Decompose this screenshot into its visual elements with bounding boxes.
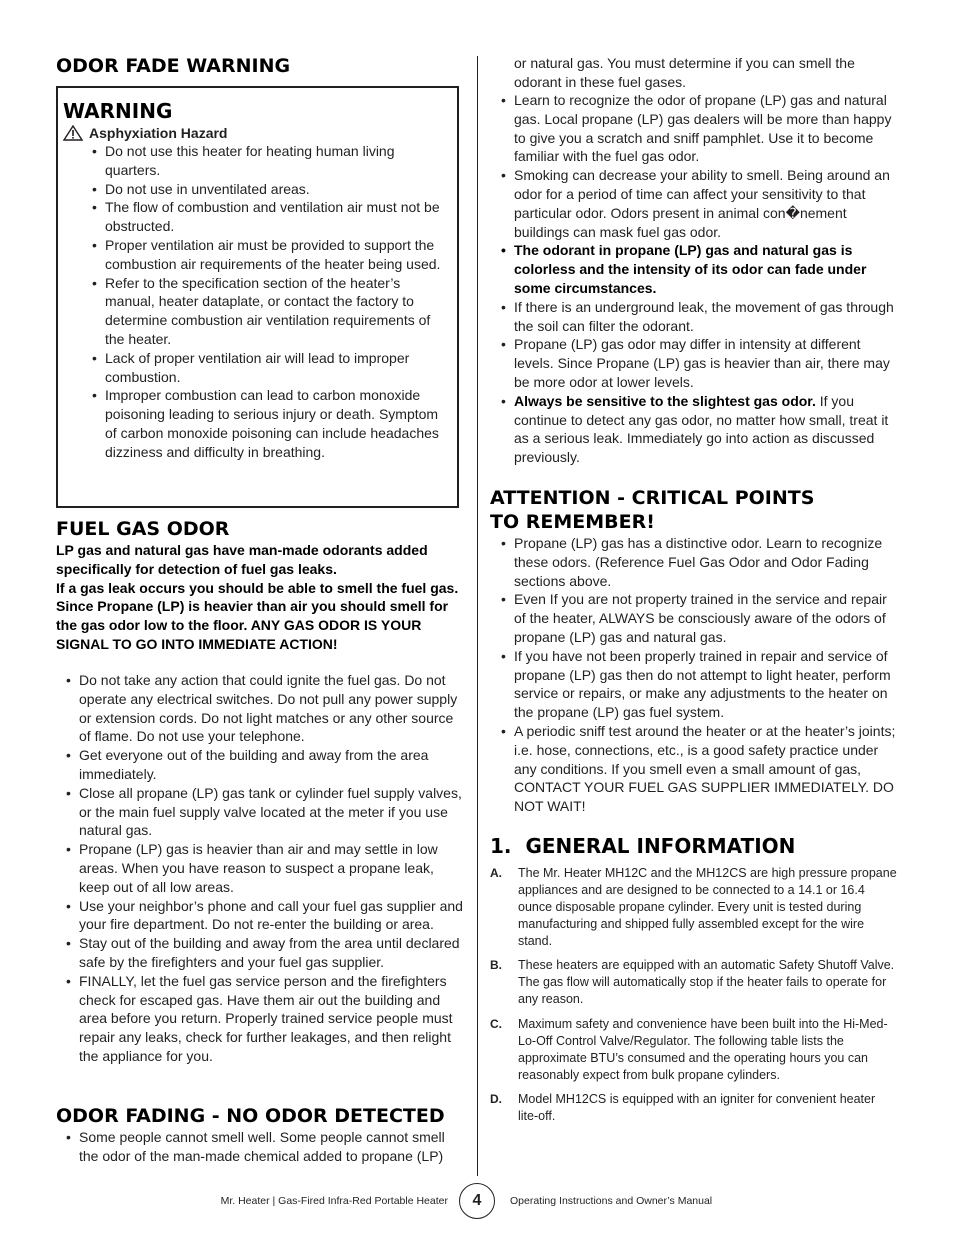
- list-item: • Even If you are not property trained in the service and repair of the heater, ALWAYS be consciously aware of the odors of propane (LP) gas and natural gas.: [514, 590, 902, 646]
- list-item: • Do not take any action that could ignite the fuel gas. Do not operate any electrical switches. Do not pull any power supply or extension cords. Do not light matches or any other source of flame. Do not use your telephone.: [79, 671, 466, 746]
- item-letter: B.: [490, 958, 502, 972]
- attention-heading: ATTENTION - CRITICAL POINTS TO REMEMBER!: [490, 487, 815, 533]
- list-item: • Close all propane (LP) gas tank or cylinder fuel supply valves, or the main fuel supply valve located at the meter if you use natural gas.: [79, 784, 466, 840]
- list-item: • Propane (LP) gas is heavier than air and may settle in low areas. When you have reason to suspect a propane leak, keep out of all low areas.: [79, 840, 466, 896]
- odor-fading-continued-list: [514, 91, 902, 467]
- list-item: • Use your neighbor’s phone and call your fuel gas supplier and your fire department. Do not re-enter the building or area.: [79, 897, 466, 935]
- general-item-d: [490, 1091, 902, 1125]
- list-item: • The flow of combustion and ventilation air must not be obstructed.: [105, 198, 450, 236]
- item-text: These heaters are equipped with an automatic Safety Shutoff Valve. The gas flow will automatically stop if the heater fails to operate for any reason.: [518, 958, 895, 1006]
- hazard-line: [63, 124, 449, 142]
- list-item: • Do not use this heater for heating human living quarters.: [105, 142, 450, 180]
- hazard-label: Asphyxiation Hazard: [89, 125, 228, 141]
- fuel-gas-section: [56, 517, 466, 654]
- list-item: • A periodic sniff test around the heater or at the heater’s joints; i.e. hose, connections, etc., is a good safety practice under any conditions. If you smell even a small amount of gas, CONTACT YOUR FUEL GAS SUPPLIER IMMEDIATELY. DO NOT WAIT!: [514, 722, 902, 816]
- footer-right-text: Operating Instructions and Owner’s Manual: [510, 1195, 713, 1207]
- item-text: Model MH12CS is equipped with an igniter for convenient heater lite-off.: [518, 1092, 876, 1123]
- general-item-c: [490, 1016, 902, 1084]
- list-item: • Some people cannot smell well. Some people cannot smell the odor of the man-made chemical added to propane (LP): [79, 1128, 466, 1166]
- continuation-text: or natural gas. You must determine if you can smell the odorant in these fuel gases.: [514, 55, 855, 90]
- list-item: • Refer to the specification section of the heater’s manual, heater dataplate, or contact the factory to determine combustion air ventilation requirements of the heater.: [105, 274, 450, 349]
- general-information-heading: 1. GENERAL INFORMATION: [490, 834, 796, 858]
- list-item: • Improper combustion can lead to carbon monoxide poisoning leading to serious injury or death. Symptom of carbon monoxide poisoning can include headaches dizziness and difficulty in breathing.: [105, 386, 450, 461]
- footer-left-text: Mr. Heater | Gas-Fired Infra-Red Portable Heater: [220, 1195, 448, 1207]
- list-item: • Learn to recognize the odor of propane (LP) gas and natural gas. Local propane (LP) gas dealers will be more than happy to give you a scratch and sniff pamphlet. Use it to become familiar with the fuel gas odor.: [514, 91, 902, 166]
- fuel-gas-list: [79, 671, 466, 1066]
- list-item: • Propane (LP) gas odor may differ in intensity at different levels. Since Propane (LP) gas is heavier than air, there may be more odor at lower levels.: [514, 335, 902, 391]
- item-letter: C.: [490, 1017, 502, 1031]
- list-item: • The odorant in propane (LP) gas and natural gas is colorless and the intensity of its odor can fade under some circumstances.: [514, 241, 902, 297]
- list-item: • Smoking can decrease your ability to smell. Being around an odor for a period of time can affect your sensitivity to that particular odor. Odors present in animal con�nement buildings can mask fuel gas odor.: [514, 166, 902, 241]
- list-item: • If you have not been properly trained in repair and service of propane (LP) gas then do not attempt to light heater, perform service or repairs, or make any adjustments to the heater on the propane (LP) gas fuel system.: [514, 647, 902, 722]
- fuel-gas-bold-1: LP gas and natural gas have man-made odorants added specifically for detection of fuel gas leaks.: [56, 542, 428, 577]
- odor-fading-heading: ODOR FADING - NO ODOR DETECTED: [56, 1105, 445, 1127]
- list-item: • If there is an underground leak, the movement of gas through the soil can filter the odorant.: [514, 298, 902, 336]
- item-text: The Mr. Heater MH12C and the MH12CS are high pressure propane appliances and are designed to be connected to a 14.1 or 16.4 ounce disposable propane cylinder. Every unit is tested during manufacturing and shipped fully assembled except for the wire stand.: [518, 866, 897, 948]
- list-item: • Propane (LP) gas has a distinctive odor. Learn to recognize these odors. (Reference Fuel Gas Odor and Odor Fading sections above.: [514, 534, 902, 590]
- general-item-b: [490, 957, 902, 1008]
- attention-section: [490, 486, 902, 816]
- attention-list: [514, 534, 902, 816]
- warning-triangle-icon: [63, 125, 83, 141]
- fuel-gas-bold-2: If a gas leak occurs you should be able to smell the fuel gas. Since Propane (LP) is heavier than air you should smell for the gas odor low to the floor. ANY GAS ODOR IS YOUR SIGNAL TO GO INTO IMMEDIATE ACTION!: [56, 579, 459, 652]
- item-text: Maximum safety and convenience have been built into the Hi-Med-Lo-Off Control Valve/Regulator. The following table lists the approximate BTU’s consumed and the operating hours you can reasonably expect from bulk propane cylinders.: [518, 1017, 888, 1082]
- odor-fading-section: [56, 1104, 466, 1166]
- column-divider: [477, 56, 478, 1176]
- general-item-a: [490, 865, 902, 950]
- odor-fade-heading: ODOR FADE WARNING: [56, 55, 291, 77]
- warning-title: WARNING: [63, 99, 173, 123]
- list-item: • Do not use in unventilated areas.: [105, 180, 450, 199]
- warning-box: [56, 86, 459, 508]
- list-item: [514, 392, 902, 467]
- list-item: • Lack of proper ventilation air will lead to improper combustion.: [105, 349, 450, 387]
- page-number: 4: [459, 1183, 495, 1219]
- warning-list: [105, 142, 450, 462]
- list-item: • Stay out of the building and away from the area until declared safe by the firefighters and your fuel gas supplier.: [79, 934, 466, 972]
- odor-fading-list: [79, 1128, 466, 1166]
- item-letter: A.: [490, 866, 502, 880]
- list-item-bold: Always be sensitive to the slightest gas odor.: [514, 392, 816, 409]
- list-item: • FINALLY, let the fuel gas service person and the firefighters check for escaped gas. Have them air out the building and area before you return. Properly trained service people must repair any leaks, check for further leakages, and then relight the appliance for you.: [79, 972, 466, 1066]
- fuel-gas-heading: FUEL GAS ODOR: [56, 518, 230, 540]
- item-letter: D.: [490, 1092, 502, 1106]
- list-item-text: If you continue to detect any gas odor, no matter how small, treat it as a serious leak. Immediately go into action as discussed previously.: [514, 392, 889, 466]
- list-item: • Get everyone out of the building and away from the area immediately.: [79, 746, 466, 784]
- list-item: • Proper ventilation air must be provided to support the combustion air requirements of the heater being used.: [105, 236, 450, 274]
